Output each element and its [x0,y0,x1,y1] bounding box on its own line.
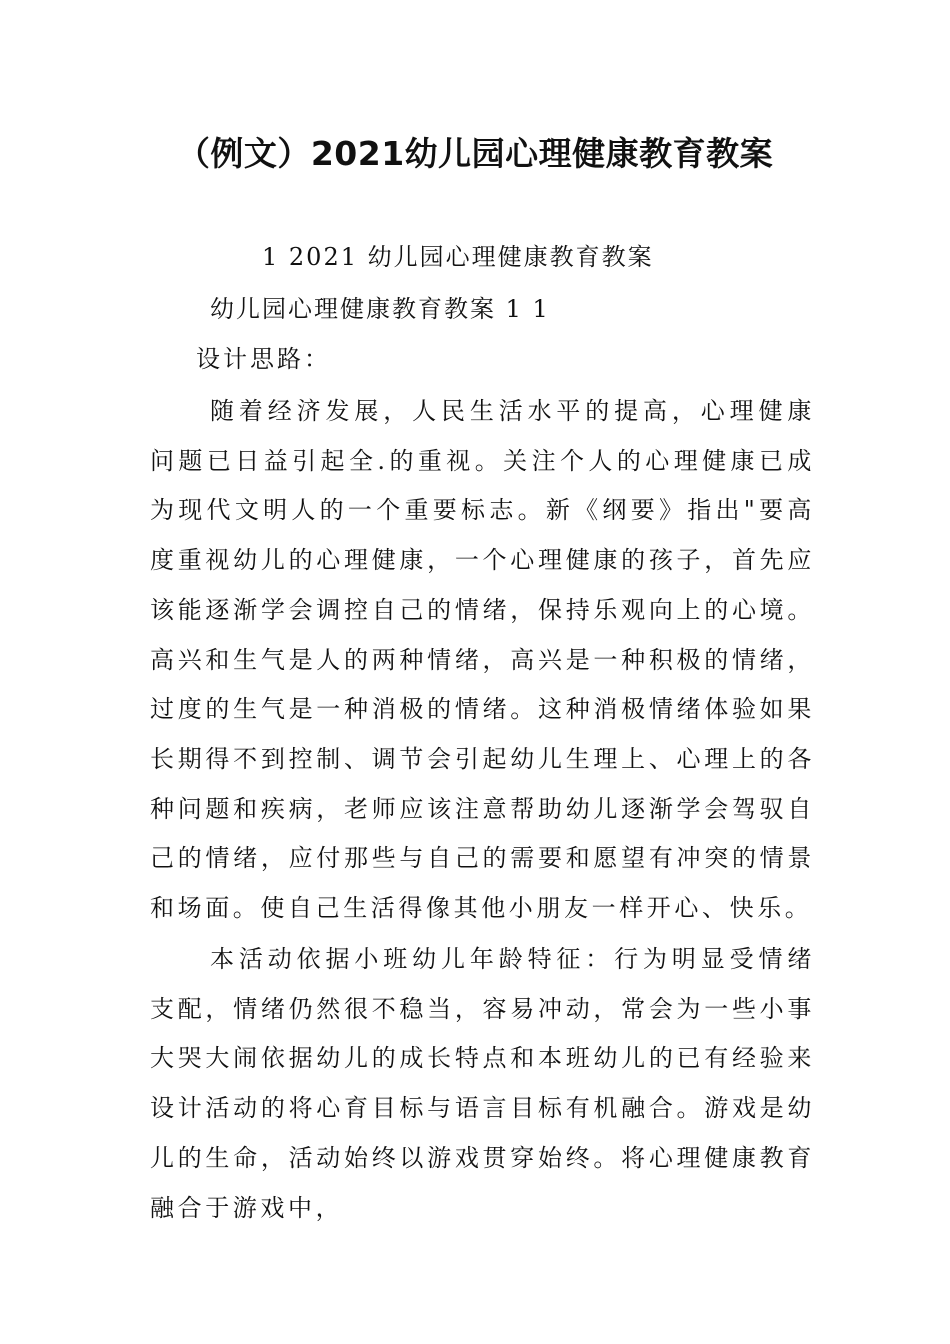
document-subtitle-secondary: 幼儿园心理健康教育教案 1 1 [210,295,550,323]
body-paragraph: 本活动依据小班幼儿年龄特征：行为明显受情绪支配，情绪仍然很不稳当，容易冲动，常会为一些小事大哭大闹依据幼儿的成长特点和本班幼儿的已有经验来设计活动的将心育目标与语言目标有机融合。游戏是幼儿的生命，活动始终以游戏贯穿始终。将心理健康教育融合于游戏中， [150,945,815,1222]
document-title: （例文）2021幼儿园心理健康教育教案 [176,134,774,173]
document-subtitle: 1 2021 幼儿园心理健康教育教案 [262,243,654,271]
body-paragraph: 随着经济发展，人民生活水平的提高，心理健康问题已日益引起全.的重视。关注个人的心理健康已成为现代文明人的一个重要标志。新《纲要》指出"要高度重视幼儿的心理健康，一个心理健康的孩子，首先应该能逐渐学会调控自己的情绪，保持乐观向上的心境。高兴和生气是人的两种情绪，高兴是一种积极的情绪，过度的生气是一种消极的情绪。这种消极情绪体验如果长期得不到控制、调节会引起幼儿生理上、心理上的各种问题和疾病，老师应该注意帮助幼儿逐渐学会驾驭自己的情绪，应付那些与自己的需要和愿望有冲突的情景和场面。使自己生活得像其他小朋友一样开心、快乐。 [150,397,815,923]
section-heading: 设计思路： [196,345,331,373]
